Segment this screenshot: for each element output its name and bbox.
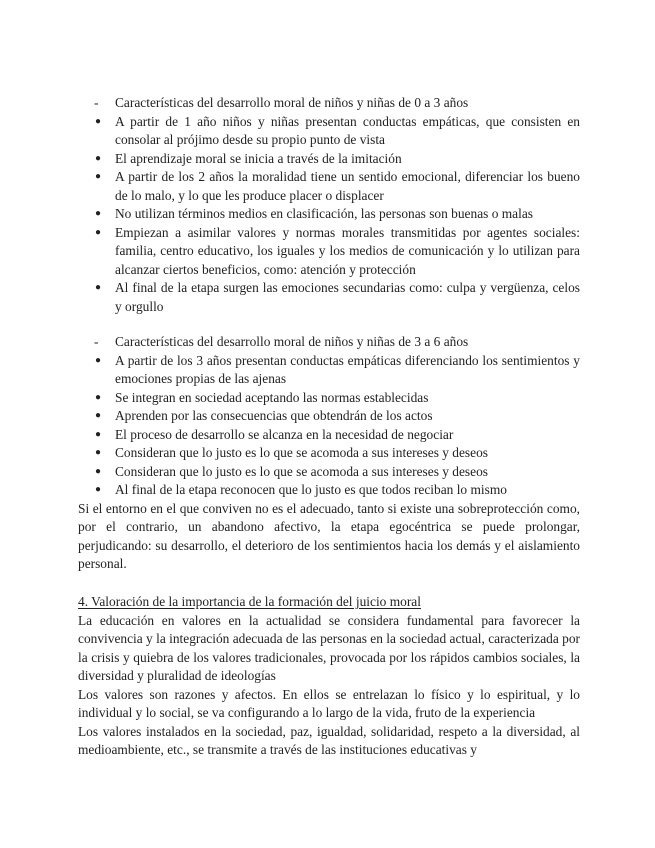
- bullet-icon: ●: [95, 484, 102, 495]
- list-item: [78, 205, 580, 224]
- section-0-3-years: [78, 94, 580, 316]
- bullet-icon: ●: [95, 465, 102, 477]
- list-item: [78, 352, 580, 389]
- list-item: [78, 426, 580, 445]
- list-item: [78, 407, 580, 426]
- list-item-text: Al final de la etapa surgen las emociones secundarias como: culpa y vergüenza, celos y orgullo: [115, 280, 580, 314]
- section-3-6-years: [78, 333, 580, 574]
- list-item-text: Empiezan a asimilar valores y normas morales transmitidas por agentes sociales: familia, centro educativo, los iguales y los medios de comunicación y lo utilizan para alcanzar ciertos beneficios, como: atención y protección: [115, 224, 580, 277]
- bullet-icon: ●: [95, 410, 102, 421]
- bullet-icon: ●: [95, 282, 102, 293]
- list-item-text: Consideran que lo justo es lo que se acomoda a sus intereses y deseos: [115, 463, 488, 479]
- list-item-text: Al final de la etapa reconocen que lo justo es que todos reciban lo mismo: [115, 482, 507, 497]
- bullet-icon: ●: [95, 428, 102, 440]
- section-title-item: [78, 94, 580, 113]
- body-paragraph: Los valores son razones y afectos. En ellos se entrelazan lo físico y lo espiritual, y lo individual y lo social, se va configurando a lo largo de la vida, fruto de la experiencia: [78, 686, 580, 720]
- list-item: [78, 150, 580, 169]
- list-item-text: No utilizan términos medios en clasificación, las personas son buenas o malas: [115, 206, 533, 221]
- bullet-icon: ●: [95, 152, 102, 164]
- bullet-icon: ●: [95, 115, 102, 127]
- list-item-text: Aprenden por las consecuencias que obtendrán de los actos: [115, 408, 433, 423]
- dash-marker: -: [94, 95, 99, 110]
- list-item-text: A partir de los 2 años la moralidad tiene un sentido emocional, diferenciar los bueno de lo malo, y lo que les produce placer o displacer: [115, 169, 580, 203]
- list-item: [78, 168, 580, 205]
- dash-marker: -: [94, 334, 99, 349]
- list-item-text: El proceso de desarrollo se alcanza en la necesidad de negociar: [115, 426, 454, 442]
- section-title: Características del desarrollo moral de niños y niñas de 3 a 6 años: [115, 334, 469, 349]
- list-item-text: Se integran en sociedad aceptando las normas establecidas: [115, 389, 429, 405]
- bullet-icon: ●: [95, 391, 102, 403]
- closing-paragraph: Si el entorno en el que conviven no es el adecuado, tanto si existe una sobreprotección como, por el contrario, un abandono afectivo, la etapa egocéntrica se puede prolongar, perjudicando: su desarrollo, el deterioro de los sentimientos hacia los demás y el aislamiento personal.: [78, 500, 580, 571]
- list-item-text: Consideran que lo justo es lo que se acomoda a sus intereses y deseos: [115, 445, 488, 460]
- section-title-item: [78, 333, 580, 352]
- bullet-icon: ●: [95, 447, 102, 458]
- bullet-icon: ●: [95, 171, 102, 182]
- list-item: [78, 113, 580, 150]
- bullet-icon: ●: [95, 208, 102, 219]
- section-heading: 4. Valoración de la importancia de la formación del juicio moral: [78, 594, 421, 609]
- body-paragraph: Los valores instalados en la sociedad, paz, igualdad, solidaridad, respeto a la diversidad, al medioambiente, etc., se transmite a través de las instituciones educativas y: [78, 723, 580, 757]
- section-4: [78, 593, 580, 760]
- list-item-text: A partir de los 3 años presentan conductas empáticas diferenciando los sentimientos y emociones propias de las ajenas: [115, 352, 580, 386]
- list-item: [78, 279, 580, 316]
- list-item-text: El aprendizaje moral se inicia a través de la imitación: [115, 150, 402, 166]
- body-paragraph: La educación en valores en la actualidad se considera fundamental para favorecer la convivencia y la integración adecuada de las personas en la sociedad actual, caracterizada por la crisis y quiebra de los valores tradicionales, provocada por los rápidos cambios sociales, la diversidad y pluralidad de ideologías: [78, 612, 580, 683]
- list-item: [78, 444, 580, 463]
- bullet-icon: ●: [95, 226, 102, 238]
- list-item: [78, 389, 580, 408]
- list-item: [78, 224, 580, 280]
- section-title: Características del desarrollo moral de niños y niñas de 0 a 3 años: [115, 95, 469, 110]
- bullet-icon: ●: [95, 354, 102, 366]
- list-item: [78, 481, 580, 500]
- list-item: [78, 463, 580, 482]
- list-item-text: A partir de 1 año niños y niñas presentan conductas empáticas, que consisten en consolar al prójimo desde su propio punto de vista: [115, 113, 580, 147]
